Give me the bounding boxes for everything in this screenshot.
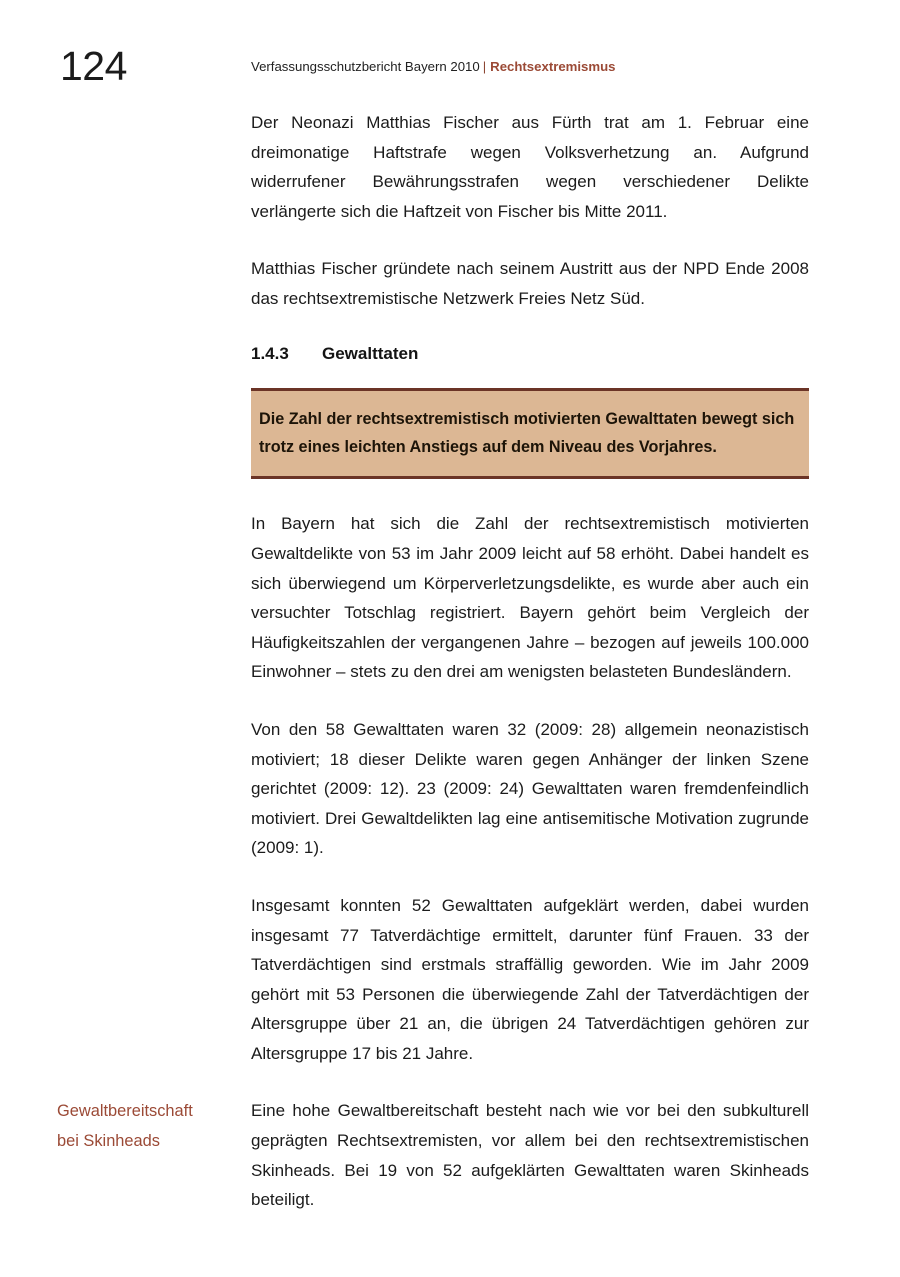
margin-note-skinheads [57,1097,237,1156]
running-head [251,58,616,76]
margin-note-block [57,1096,809,1214]
running-head-section-name: Rechtsextremismus [490,59,616,74]
running-head-report-title: Verfassungsschutzbericht Bayern 2010 [251,59,480,74]
paragraph-gewaltbereitschaft-skinheads: Eine hohe Gewaltbereitschaft besteht nach wie vor bei den subkulturell geprägten Rechtsextremisten, vor allem bei den rechtsextremistischen Skinheads. Bei 19 von 52 aufgeklärten Gewalttaten waren Skinheads beteiligt. [251,1101,809,1210]
page-number: 124 [60,43,127,89]
margin-note-line-1: Gewaltbereitschaft [57,1102,193,1121]
running-head-separator: | [482,59,487,74]
section-heading-number: 1.4.3 [251,343,289,363]
section-heading [251,342,809,366]
paragraph-motivationen: Von den 58 Gewalttaten waren 32 (2009: 28) allgemein neonazistisch motiviert; 18 dieser Delikte waren gegen Anhänger der linken Szene gerichtet (2009: 12). 23 (2009: 24) Gewalttaten waren fremdenfeindlich motiviert. Drei Gewaltdelikten lag eine antisemitische Motivation zugrunde (2009: 1). [251,719,809,858]
callout-text: Die Zahl der rechtsextremistisch motivierten Gewalttaten bewegt sich trotz eines leichten Anstiegs auf dem Niveau des Vorjahres. [259,409,795,456]
section-heading-title: Gewalttaten [322,343,419,363]
margin-note-line-2: bei Skinheads [57,1132,160,1151]
paragraph-gewaltdelikte-zahlen: In Bayern hat sich die Zahl der rechtsextremistisch motivierten Gewaltdelikte von 53 im Jahr 2009 leicht auf 58 erhöht. Dabei handelt es sich überwiegend um Körperverletzungsdelikte, es wurde aber auch ein versuchter Totschlag registriert. Bayern gehört beim Vergleich der Häufigkeitszahlen der vergangenen Jahre – bezogen auf jeweils 100.000 Einwohner – stets zu den drei am wenigsten belasteten Bundesländern. [251,514,809,682]
paragraph-tatverdaechtige: Insgesamt konnten 52 Gewalttaten aufgeklärt werden, dabei wurden insgesamt 77 Tatverdächtige ermittelt, darunter fünf Frauen. 33 der Tatverdächtigen sind erstmals straffällig geworden. Wie im Jahr 2009 gehört mit 53 Personen die überwiegende Zahl der Tatverdächtigen der Altersgruppe über 21 an, die übrigen 24 Tatverdächtigen gehören zur Altersgruppe 17 bis 21 Jahre. [251,895,809,1063]
paragraph-fischer-netzwerk: Matthias Fischer gründete nach seinem Austritt aus der NPD Ende 2008 das rechtsextremistische Netzwerk Freies Netz Süd. [251,259,809,308]
paragraph-fischer-haftstrafe: Der Neonazi Matthias Fischer aus Fürth trat am 1. Februar eine dreimonatige Haftstrafe wegen Volksverhetzung an. Aufgrund widerrufener Bewährungsstrafen wegen verschiedener Delikte verlängerte sich die Haftzeit von Fischer bis Mitte 2011. [251,113,809,221]
text-column [57,108,809,1215]
callout-box [251,388,809,480]
